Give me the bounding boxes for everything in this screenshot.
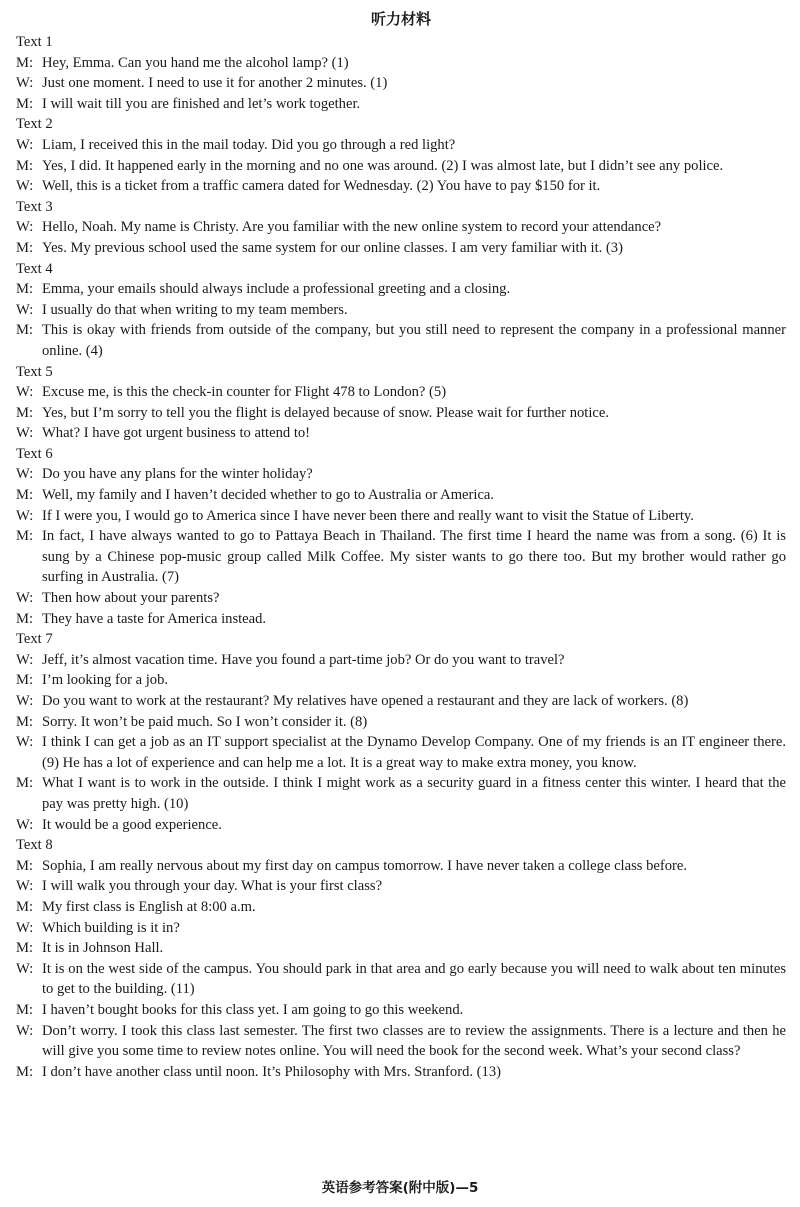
speaker-label: W: [16,219,34,236]
speaker-label: M: [16,528,34,545]
utterance-text: Hello, Noah. My name is Christy. Are you familiar with the new online system to record your attendance? [42,219,662,236]
speaker-label: W: [16,136,34,153]
speaker-label: W: [16,878,34,895]
speaker-label: M: [16,610,34,627]
utterance-text: Emma, your emails should always include a professional greeting and a closing. [42,281,511,298]
speaker-label: W: [16,466,34,483]
text-heading: Text 2 [16,116,53,133]
dialogue-line [16,382,786,403]
page-title: 听力材料 [370,10,431,28]
utterance-text: It would be a good experience. [42,816,222,833]
dialogue-line [16,217,786,238]
utterance-text: If I were you, I would go to America since I have never been there and really want to visit the Statue of Liberty. [42,507,694,524]
utterance-text: Which building is it in? [42,919,180,936]
transcript-section [16,835,786,1082]
dialogue-line [16,53,786,74]
dialogue-line [16,300,786,321]
dialogue-line [16,464,786,485]
dialogue-line [16,423,786,444]
dialogue-line [16,938,786,959]
speaker-label: M: [16,95,34,112]
speaker-label: W: [16,75,34,92]
dialogue-line [16,815,786,836]
utterance-text: I usually do that when writing to my team members. [42,301,348,318]
speaker-label: W: [16,651,34,668]
dialogue-line [16,876,786,897]
speaker-label: W: [16,734,34,751]
utterance-text: Jeff, it’s almost vacation time. Have you found a part-time job? Or do you want to travel? [42,651,565,668]
utterance-text: Well, my family and I haven’t decided whether to go to Australia or America. [42,487,495,504]
speaker-label: W: [16,301,34,318]
speaker-label: W: [16,384,34,401]
text-heading: Text 5 [16,363,53,380]
utterance-text: Don’t worry. I took this class last semester. The first two classes are to review the assignments. There is a lecture and then he will give you some time to review notes online. You will need the book for the second week. What’s your second class? [42,1022,786,1060]
speaker-label: M: [16,54,34,71]
speaker-label: W: [16,178,34,195]
dialogue-line [16,156,786,177]
transcript-section [16,32,786,114]
utterance-text: Sophia, I am really nervous about my first day on campus tomorrow. I have never taken a college class before. [42,857,688,874]
utterance-text: I don’t have another class until noon. It’s Philosophy with Mrs. Stranford. (13) [42,1063,501,1080]
text-heading: Text 4 [16,260,53,277]
utterance-text: My first class is English at 8:00 a.m. [42,898,256,915]
speaker-label: M: [16,404,34,421]
utterance-text: Yes. My previous school used the same system for our online classes. I am very familiar with it. (3) [42,239,623,256]
speaker-label: W: [16,1022,34,1039]
speaker-label: M: [16,1063,34,1080]
dialogue-line [16,732,786,773]
transcript-section [16,114,786,196]
dialogue-line [16,670,786,691]
text-heading: Text 3 [16,198,53,215]
utterance-text: Do you have any plans for the winter holiday? [42,466,313,483]
speaker-label: M: [16,157,34,174]
utterance-text: Then how about your parents? [42,590,220,607]
speaker-label: W: [16,816,34,833]
speaker-label: M: [16,713,34,730]
speaker-label: M: [16,857,34,874]
utterance-text: It is on the west side of the campus. You should park in that area and go early because you will need to walk about ten minutes to get to the building. (11) [42,960,786,998]
utterance-text: It is in Johnson Hall. [42,940,164,957]
dialogue-line [16,959,786,1000]
utterance-text: Sorry. It won’t be paid much. So I won’t consider it. (8) [42,713,368,730]
utterance-text: Hey, Emma. Can you hand me the alcohol lamp? (1) [42,54,349,71]
speaker-label: W: [16,590,34,607]
dialogue-line [16,238,786,259]
utterance-text: Liam, I received this in the mail today. Did you go through a red light? [42,136,456,153]
speaker-label: M: [16,487,34,504]
dialogue-line [16,1021,786,1062]
dialogue-line [16,588,786,609]
utterance-text: Excuse me, is this the check-in counter for Flight 478 to London? (5) [42,384,447,401]
utterance-text: Do you want to work at the restaurant? My relatives have opened a restaurant and they are lack of workers. (8) [42,693,689,709]
transcript-section [16,629,786,835]
utterance-text: What I want is to work in the outside. I think I might work as a security guard in a fitness center this winter. I heard that the pay was pretty high. (10) [42,775,786,812]
speaker-label: M: [16,775,34,792]
page-footer: 英语参考答案(附中版)—5 [321,1180,479,1196]
dialogue-line [16,135,786,156]
dialogue-line [16,73,786,94]
dialogue-line [16,320,786,361]
utterance-text: I will wait till you are finished and let’s work together. [42,95,361,112]
speaker-label: W: [16,507,34,524]
utterance-text: They have a taste for America instead. [42,610,267,627]
transcript-section [16,362,786,444]
text-heading: Text 1 [16,34,53,50]
dialogue-line [16,918,786,939]
speaker-label: W: [16,919,34,936]
text-heading: Text 7 [16,631,53,648]
transcript-section [16,197,786,259]
transcript-body [16,32,786,1082]
text-heading: Text 6 [16,445,53,462]
dialogue-line [16,1000,786,1021]
speaker-label: M: [16,281,34,298]
speaker-label: W: [16,425,34,442]
dialogue-line [16,856,786,877]
utterance-text: I haven’t bought books for this class yet. I am going to go this weekend. [42,1001,464,1018]
speaker-label: M: [16,1001,34,1018]
transcript-section [16,259,786,362]
utterance-text: What? I have got urgent business to attend to! [42,425,311,442]
utterance-text: Yes, I did. It happened early in the morning and no one was around. (2) I was almost late, but I didn’t see any police. [42,157,724,174]
speaker-label: M: [16,322,34,339]
dialogue-line [16,506,786,527]
speaker-label: W: [16,693,34,709]
utterance-text: I’m looking for a job. [42,672,169,689]
text-heading: Text 8 [16,837,53,854]
dialogue-line [16,485,786,506]
utterance-text: Well, this is a ticket from a traffic camera dated for Wednesday. (2) You have to pay $150 for it. [42,178,601,195]
utterance-text: I think I can get a job as an IT support specialist at the Dynamo Develop Company. One of my friends is an IT engineer there. (9) He has a lot of experience and can help me a lot. It is a great way to make extra money, you know. [42,734,786,771]
utterance-text: I will walk you through your day. What is your first class? [42,878,383,895]
speaker-label: M: [16,239,34,256]
dialogue-line [16,650,786,671]
speaker-label: M: [16,940,34,957]
dialogue-line [16,279,786,300]
dialogue-line [16,176,786,197]
utterance-text: Just one moment. I need to use it for another 2 minutes. (1) [42,75,388,92]
speaker-label: W: [16,960,34,977]
speaker-label: M: [16,898,34,915]
dialogue-line [16,526,786,588]
transcript-section [16,444,786,629]
utterance-text: Yes, but I’m sorry to tell you the flight is delayed because of snow. Please wait for further notice. [42,404,609,421]
dialogue-line [16,773,786,814]
dialogue-line [16,1062,786,1083]
dialogue-line [16,712,786,733]
dialogue-line [16,94,786,115]
speaker-label: M: [16,672,34,689]
utterance-text: This is okay with friends from outside of the company, but you still need to represent the company in a professional manner online. (4) [42,322,786,359]
dialogue-line [16,609,786,630]
dialogue-line [16,691,786,712]
utterance-text: In fact, I have always wanted to go to Pattaya Beach in Thailand. The first time I heard the name was from a song. (6) It is sung by a Chinese pop-music group called Milk Coffee. My sister wants to go there too. But my brother would rather go surfing in Australia. (7) [42,528,786,586]
dialogue-line [16,897,786,918]
dialogue-line [16,403,786,424]
